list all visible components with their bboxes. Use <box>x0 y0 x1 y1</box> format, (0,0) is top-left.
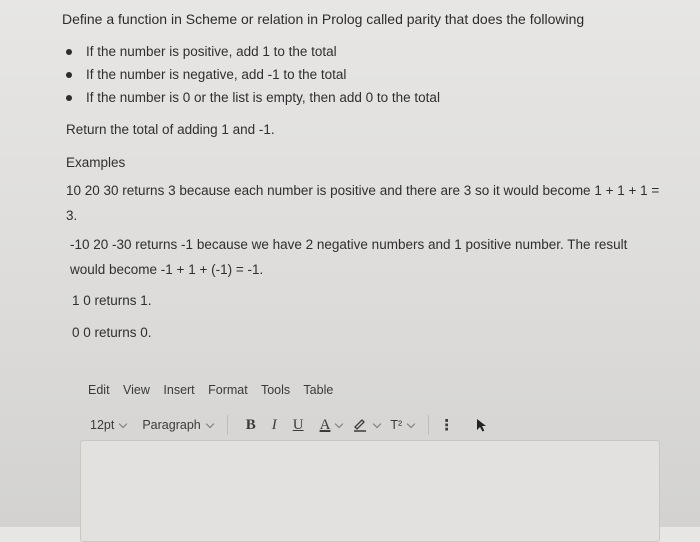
title-prefix: Define a function in Scheme or relation in Prolog called <box>62 11 407 27</box>
text-color-button[interactable]: A <box>312 417 347 434</box>
chevron-down-icon <box>119 419 127 427</box>
highlight-button[interactable] <box>352 416 384 435</box>
requirements-list <box>66 42 440 111</box>
examples-label: Examples <box>66 155 126 170</box>
example-1-line-2: 3. <box>66 208 78 223</box>
example-1-line-1: 10 20 30 returns 3 because each number is positive and there are 3 so it would become 1 + 1 + 1 = <box>66 183 660 198</box>
example-4: 0 0 returns 0. <box>72 325 152 340</box>
underline-button[interactable]: U <box>292 416 304 433</box>
superscript-button[interactable]: T² <box>390 418 418 432</box>
list-item: If the number is negative, add -1 to the total <box>66 65 440 88</box>
list-item: If the number is positive, add 1 to the total <box>66 42 440 65</box>
example-2-line-2: would become -1 + 1 + (-1) = -1. <box>70 262 264 277</box>
toolbar-divider <box>227 415 228 435</box>
chevron-down-icon <box>407 419 415 427</box>
menu-format[interactable]: Format <box>208 383 248 397</box>
menu-insert[interactable]: Insert <box>163 383 195 397</box>
highlighter-icon <box>352 416 368 435</box>
font-size-select[interactable]: 12pt <box>90 418 130 432</box>
title-keyword: parity <box>406 11 441 27</box>
editor-toolbar <box>90 414 488 436</box>
editor-menubar <box>88 383 343 397</box>
menu-table[interactable]: Table <box>303 383 334 397</box>
example-3: 1 0 returns 1. <box>72 293 152 308</box>
list-item: If the number is 0 or the list is empty, then add 0 to the total <box>66 88 440 111</box>
block-format-select[interactable]: Paragraph <box>142 418 216 432</box>
bullet-icon <box>66 95 72 101</box>
mouse-pointer-icon <box>476 418 488 432</box>
example-2-line-1: -10 20 -30 returns -1 because we have 2 negative numbers and 1 positive number. The result <box>70 237 628 252</box>
menu-view[interactable]: View <box>123 383 150 397</box>
menu-tools[interactable]: Tools <box>260 383 291 397</box>
menu-edit[interactable]: Edit <box>88 383 110 397</box>
chevron-down-icon <box>335 419 343 427</box>
title-suffix: that does the following <box>440 11 585 27</box>
return-text: Return the total of adding 1 and -1. <box>66 122 275 137</box>
italic-button[interactable]: I <box>271 416 277 433</box>
bullet-icon <box>66 72 72 78</box>
toolbar-divider <box>428 415 429 435</box>
bullet-icon <box>66 49 72 55</box>
question-title <box>62 11 584 27</box>
chevron-down-icon <box>373 419 381 427</box>
chevron-down-icon <box>205 419 213 427</box>
more-options-icon[interactable]: ⋮ <box>439 417 455 434</box>
bold-button[interactable]: B <box>245 416 256 433</box>
